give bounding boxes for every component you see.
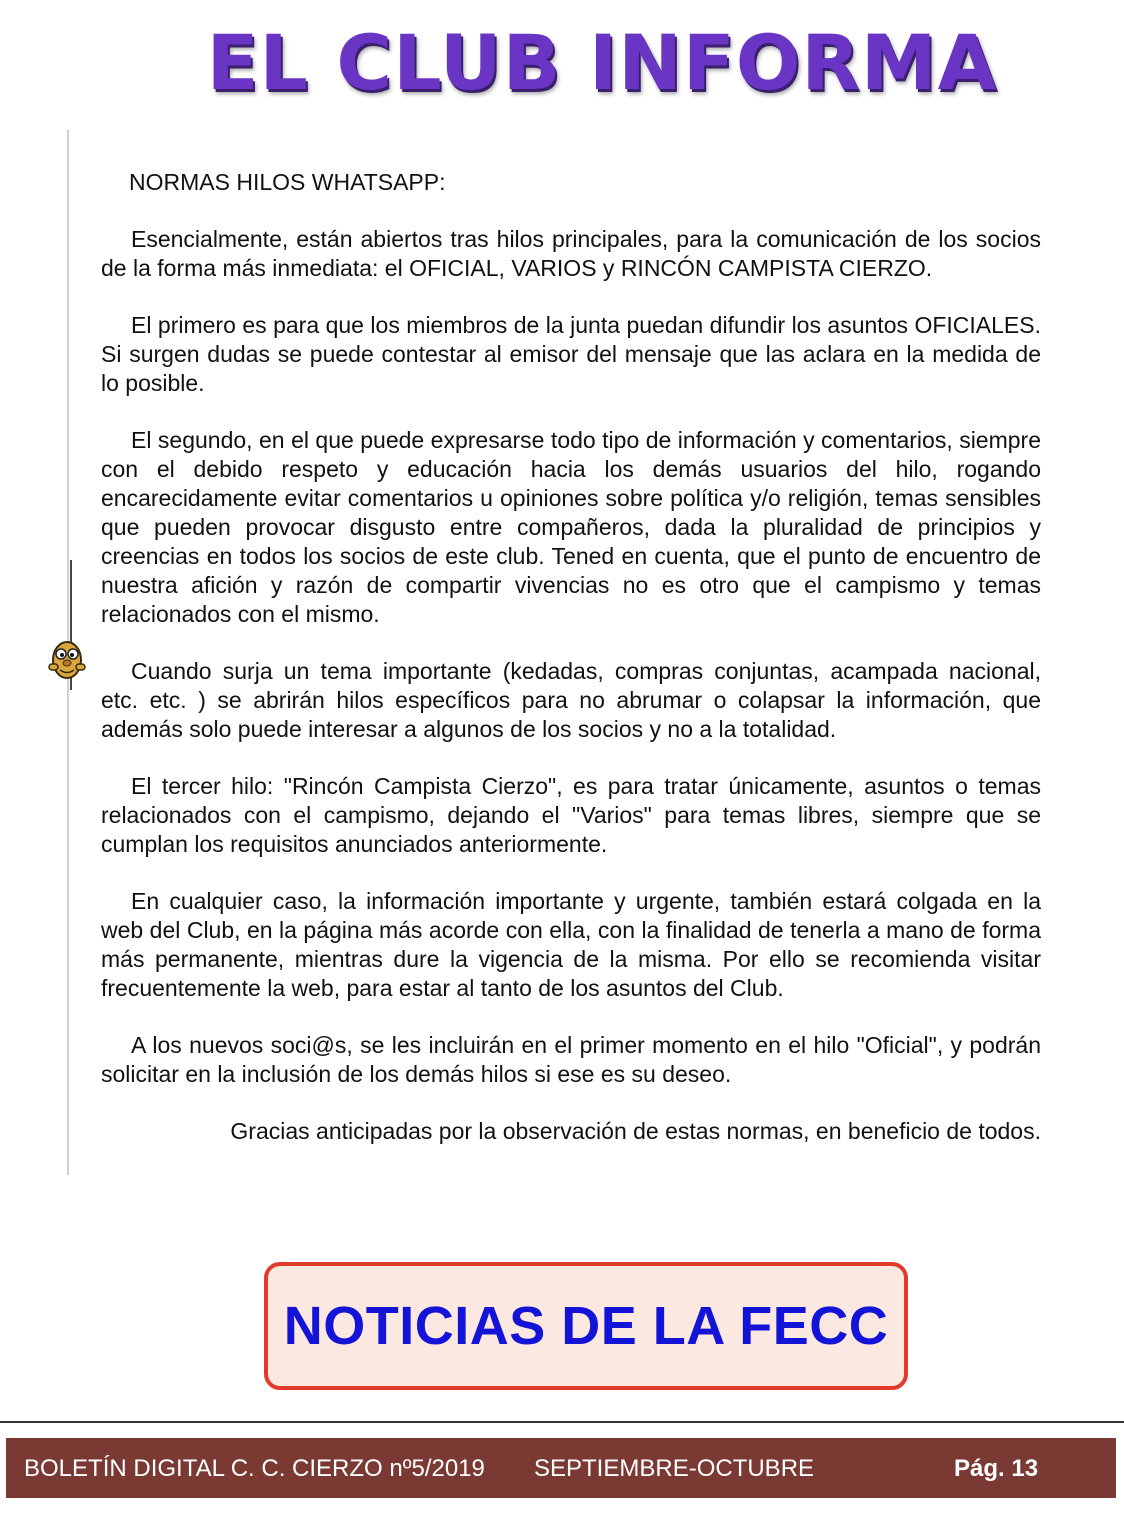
fecc-news-banner — [264, 1262, 908, 1390]
article-paragraph: El primero es para que los miembros de la junta puedan difundir los asuntos OFICIALES. Si surgen dudas se puede contestar al emisor del mensaje que las aclara en la medida de lo posible. — [101, 312, 1041, 396]
peeking-cartoon-icon — [44, 630, 90, 690]
footer-divider — [0, 1421, 1124, 1423]
fecc-news-label: NOTICIAS DE LA FECC — [283, 1296, 889, 1356]
article-paragraph: A los nuevos soci@s, se les incluirán en el primer momento en el hilo "Oficial", y podrán solicitar en la inclusión de los demás hilos si ese es su deseo. — [101, 1032, 1041, 1087]
article-paragraph: El tercer hilo: "Rincón Campista Cierzo", es para tratar únicamente, asuntos o temas relacionados con el campismo, dejando el "Varios" para temas libres, siempre que se cumplan los requisitos anunciados anteriormente. — [101, 773, 1041, 857]
article-body — [101, 168, 1041, 1174]
page-title: EL CLUB INFORMA — [206, 18, 998, 107]
article-heading: NORMAS HILOS WHATSAPP: — [129, 169, 446, 195]
footer-bar — [6, 1438, 1116, 1498]
footer-period: SEPTIEMBRE-OCTUBRE — [534, 1455, 815, 1482]
article-paragraph: Esencialmente, están abiertos tras hilos principales, para la comunicación de los socios de la forma más inmediata: el OFICIAL, VARIOS y RINCÓN CAMPISTA CIERZO. — [101, 226, 1041, 281]
footer-page-number: Pág. 13 — [954, 1455, 1039, 1482]
article-paragraph: En cualquier caso, la información importante y urgente, también estará colgada en la web del Club, en la página más acorde con ella, con la finalidad de tenerla a mano de forma más permanente, mientras dure la vigencia de la misma. Por ello se recomienda visitar frecuentemente la web, para estar al tanto de los asuntos del Club. — [101, 888, 1041, 1001]
article-paragraph: El segundo, en el que puede expresarse todo tipo de información y comentarios, siempre con el debido respeto y educación hacia los demás usuarios del hilo, rogando encarecidamente evitar comentarios u opiniones sobre política y/o religión, temas sensibles que pueden provocar disgusto entre compañeros, dada la pluralidad de principios y creencias en todos los socios de este club. Tened en cuenta, que el punto de encuentro de nuestra afición y razón de compartir vivencias no es otro que el campismo y temas relacionados con el mismo. — [101, 427, 1041, 627]
article-closing: Gracias anticipadas por la observación de estas normas, en beneficio de todos. — [230, 1118, 1041, 1144]
footer-publication: BOLETÍN DIGITAL C. C. CIERZO nº5/2019 — [24, 1455, 485, 1482]
article-paragraph: Cuando surja un tema importante (kedadas, compras conjuntas, acampada nacional, etc. etc. ) se abrirán hilos específicos para no abrumar o colapsar la información, que además solo puede interesar a algunos de los socios y no a la totalidad. — [101, 658, 1041, 742]
